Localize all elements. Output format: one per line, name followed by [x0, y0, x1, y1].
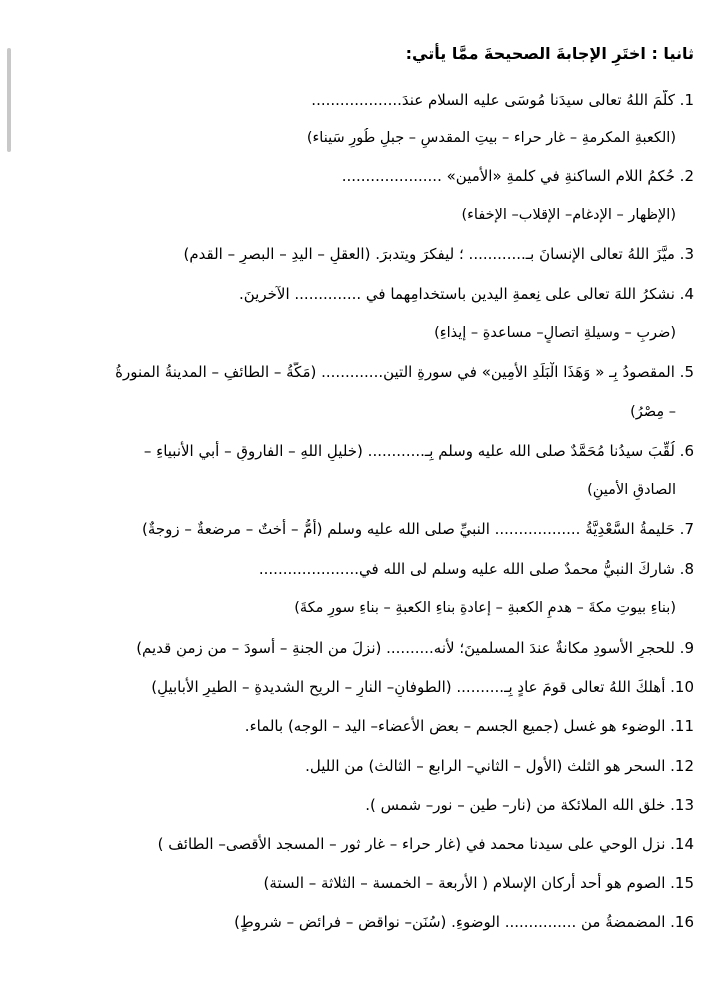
question-1: 1. كلَّمَ اللهُ تعالى سيدَنا مُوسَى عليه السلام عندَ................... [311, 91, 694, 109]
question-10: 10. أهلكَ اللهُ تعالى قومَ عادٍ بِـ.......... (الطوفانِ– النارِ – الريحِ الشديدةِ – الطيرِ الأبابيلِ) [151, 678, 694, 696]
question-7: 7. حَليمةُ السَّعْدِيَّةُ .................. النبيِّ صلى الله عليه وسلم (أمُّ – أختٌ – مرضعةٌ – زوجةٌ) [141, 520, 694, 538]
question-3: 3. ميَّزَ اللهُ تعالى الإنسانَ بـ............ ؛ ليفكرَ ويتدبرَ. (العقلِ – اليدِ – البصرِ – القدمِ) [183, 245, 694, 263]
question-15: 15. الصوم هو أحد أركان الإسلام ( الأربعة – الخمسة – الثلاثة – الستة) [263, 874, 694, 892]
question-5: 5. المقصودُ بِـ « وَهَذَا الْبَلَدِ الأَمِينِ» في سورةِ التينِ............. (مَكَّةُ – الطائفِ – المدينةُ المنورةُ [115, 363, 694, 381]
question-1-options: (الكعبةِ المكرمةِ – غار حراء – بيتِ المقدسِ – جبلِ طُورِ سَيناء) [306, 130, 676, 146]
question-11: 11. الوضوء هو غسل (جميع الجسم – بعض الأعضاء– اليد – الوجه) بالماء. [244, 717, 694, 735]
section-heading: ثانيا : اختَرِ الإجابةَ الصحيحةَ ممَّا يأتي: [405, 44, 694, 63]
question-4: 4. نشكرُ اللهَ تعالى على نِعمةِ اليدينِ باستخدامِهما في .............. الآخرينَ. [239, 285, 694, 303]
question-2: 2. حُكمُ اللامِ الساكنةِ في كلمةِ «الأمين» ..................... [341, 167, 694, 185]
question-9: 9. للحجرِ الأسودِ مكانةٌ عندَ المسلمينَ؛ لأنه.......... (نزلَ من الجنةِ – أسودَ – من زمنٍ قديمٍ) [136, 639, 694, 657]
question-13: 13. خلق الله الملائكة من (نار– طين – نور– شمس ). [365, 796, 694, 814]
scrollbar-indicator [7, 48, 11, 152]
question-5-options-continued: – مِصْرُ) [630, 404, 676, 420]
question-6-options-continued: الصادقِ الأمينِ) [587, 482, 676, 498]
question-4-options: (ضربِ – وسيلةِ اتصالٍ– مساعدةِ – إيذاءِ) [434, 325, 676, 341]
question-12: 12. السحر هو الثلث (الأول – الثاني– الرابع – الثالث) من الليل. [305, 757, 694, 775]
question-6: 6. لُقِّبَ سيدُنا مُحَمَّدٌ صلى الله عليه وسلم بِـ............ (خليلِ اللهِ – الفاروقِ – أبي الأنبياءِ – [143, 442, 694, 460]
question-8-options: (بناءِ بيوتِ مكةَ – هدمِ الكعبةِ – إعادةِ بناءِ الكعبةِ – بناءِ سورِ مكةَ) [294, 600, 676, 616]
question-14: 14. نزل الوحي على سيدنا محمد في (غار حراء – غار ثور – المسجد الأقصى– الطائف ) [157, 835, 694, 853]
question-16: 16. المضمضةُ من ............... الوضوءِ. (سُنَن– نواقض – فرائض – شروطٍ) [234, 913, 694, 931]
question-8: 8. شاركَ النبيُّ محمدٌ صلى الله عليه وسلم لى الله في..................... [258, 560, 694, 578]
question-2-options: (الإظهار – الإدغام– الإقلاب– الإخفاء) [461, 207, 676, 223]
